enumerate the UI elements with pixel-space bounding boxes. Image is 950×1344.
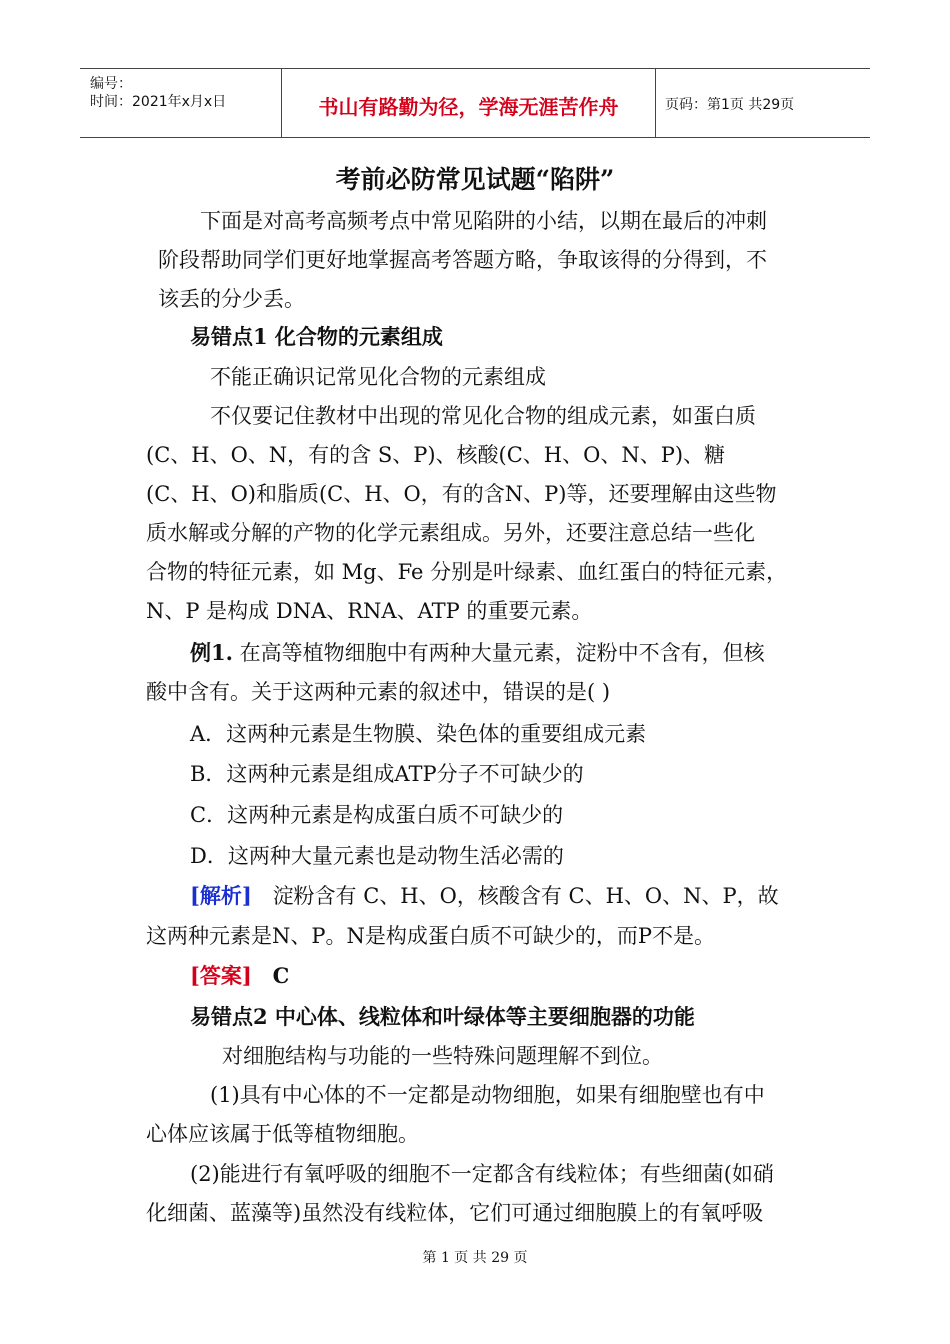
intro-line: 该丢的分少丢。 bbox=[158, 287, 305, 311]
section1-body-line: 质水解或分解的产物的化学元素组成。另外，还要注意总结一些化 bbox=[146, 521, 755, 545]
analysis-text: 淀粉含有 C、H、O，核酸含有 C、H、O、N、P，故 bbox=[272, 884, 779, 908]
header-motto-cell bbox=[281, 69, 656, 137]
analysis-label: [解析] bbox=[190, 883, 252, 908]
option-a: A．这两种元素是生物膜、染色体的重要组成元素 bbox=[190, 722, 647, 746]
section1-body-line: 不仅要记住教材中出现的常见化合物的组成元素，如蛋白质 bbox=[210, 404, 756, 428]
section1-heading: 易错点1 化合物的元素组成 bbox=[190, 324, 443, 349]
intro-line: 下面是对高考高频考点中常见陷阱的小结，以期在最后的冲刺 bbox=[200, 209, 767, 233]
example-label: 例1. bbox=[190, 640, 233, 665]
header-page-cell bbox=[655, 69, 870, 137]
page-info: 页码：第1页 共29页 bbox=[665, 97, 795, 113]
option-d: D．这两种大量元素也是动物生活必需的 bbox=[190, 844, 564, 868]
example-question-line: 酸中含有。关于这两种元素的叙述中，错误的是( ) bbox=[146, 680, 611, 704]
section1-body-line: 合物的特征元素，如 Mg、Fe 分别是叶绿素、血红蛋白的特征元素， bbox=[146, 560, 788, 584]
answer-label: [答案] bbox=[190, 963, 252, 988]
option-b: B．这两种元素是组成ATP分子不可缺少的 bbox=[190, 762, 584, 786]
section2-heading: 易错点2 中心体、线粒体和叶绿体等主要细胞器的功能 bbox=[190, 1004, 695, 1029]
time-label: 时间：2021年x月x日 bbox=[90, 94, 227, 110]
analysis-line: 这两种元素是N、P。N是构成蛋白质不可缺少的，而P不是。 bbox=[146, 924, 716, 948]
intro-line: 阶段帮助同学们更好地掌握高考答题方略，争取该得的分得到，不 bbox=[158, 248, 767, 272]
section1-body-line: (C、H、O)和脂质(C、H、O，有的含N、P)等，还要理解由这些物 bbox=[146, 482, 777, 506]
section1-body-line: N、P 是构成 DNA、RNA、ATP 的重要元素。 bbox=[146, 599, 593, 623]
section1-subtitle: 不能正确识记常见化合物的元素组成 bbox=[210, 365, 546, 389]
answer-value: C bbox=[272, 963, 290, 988]
section1-body-line: (C、H、O、N，有的含 S、P)、核酸(C、H、O、N、P)、糖 bbox=[146, 443, 726, 467]
section2-body-line: (2)能进行有氧呼吸的细胞不一定都含有线粒体；有些细菌(如硝 bbox=[190, 1162, 774, 1186]
section2-body-line: 心体应该属于低等植物细胞。 bbox=[146, 1122, 419, 1146]
header-table bbox=[80, 68, 870, 138]
analysis-line bbox=[190, 882, 779, 910]
section2-body-line: 化细菌、蓝藻等)虽然没有线粒体，它们可通过细胞膜上的有氧呼吸 bbox=[146, 1201, 764, 1225]
answer-line bbox=[190, 962, 289, 990]
section2-body-line: (1)具有中心体的不一定都是动物细胞，如果有细胞壁也有中 bbox=[210, 1083, 765, 1107]
motto: 书山有路勤为径，学海无涯苦作舟 bbox=[318, 95, 619, 119]
option-c: C．这两种元素是构成蛋白质不可缺少的 bbox=[190, 803, 564, 827]
header-meta-cell bbox=[80, 69, 281, 137]
number-label: 编号： bbox=[90, 76, 132, 92]
section2-subtitle: 对细胞结构与功能的一些特殊问题理解不到位。 bbox=[222, 1044, 663, 1068]
page-footer: 第 1 页 共 29 页 bbox=[422, 1250, 528, 1266]
page-title: 考前必防常见试题“陷阱” bbox=[335, 165, 615, 194]
example-text: 在高等植物细胞中有两种大量元素，淀粉中不含有，但核 bbox=[239, 641, 765, 665]
example-question-line bbox=[190, 639, 765, 667]
